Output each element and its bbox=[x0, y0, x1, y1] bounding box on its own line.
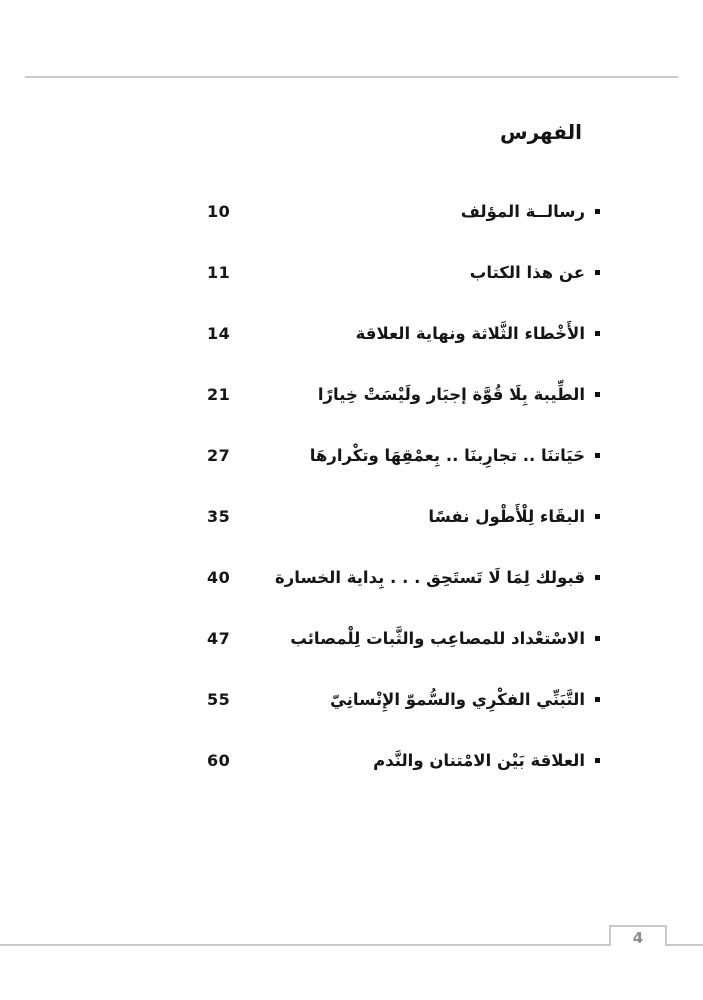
toc-page-number: 40 bbox=[207, 568, 231, 587]
toc-entry-label: الاسْتعْداد للمصاعِب والثَّبات لِلْمصائب bbox=[290, 629, 585, 648]
bullet-icon bbox=[595, 758, 600, 763]
bullet-icon bbox=[595, 331, 600, 336]
toc-row bbox=[207, 669, 600, 730]
toc-page-number: 10 bbox=[207, 202, 231, 221]
header-divider bbox=[25, 76, 678, 78]
table-of-contents bbox=[207, 181, 600, 791]
toc-row bbox=[207, 242, 600, 303]
toc-page-number: 11 bbox=[207, 263, 231, 282]
toc-page-number: 14 bbox=[207, 324, 231, 343]
toc-page-number: 47 bbox=[207, 629, 231, 648]
bullet-icon bbox=[595, 697, 600, 702]
toc-entry-label: التَّبَنِّي الفكْرِي والسُّموّ الإِنْسانِيّ bbox=[329, 690, 585, 709]
page-number-tab bbox=[609, 925, 667, 946]
footer-page-number: 4 bbox=[632, 929, 644, 947]
bullet-icon bbox=[595, 514, 600, 519]
toc-row bbox=[207, 730, 600, 791]
toc-entry-label: حَيَاتنَا .. تجارِبنَا .. بِعمْقِهَا وتكْرارهَا bbox=[309, 446, 585, 465]
toc-page-number: 21 bbox=[207, 385, 231, 404]
toc-entry-label: العلاقة بَيْن الامْتنان والنَّدم bbox=[373, 751, 585, 770]
toc-entry-label: الطِّيبة بِلَا قُوَّة إجبَار ولَيْسَتْ خِيارًا bbox=[317, 385, 585, 404]
bullet-icon bbox=[595, 392, 600, 397]
toc-row bbox=[207, 425, 600, 486]
toc-entry-label: عن هذا الكتاب bbox=[469, 263, 585, 282]
toc-row bbox=[207, 364, 600, 425]
toc-entry-label: البقَاء لِلْأَطْول نفسًا bbox=[428, 507, 585, 526]
bullet-icon bbox=[595, 453, 600, 458]
toc-entry-label: رسالــة المؤلف bbox=[460, 202, 585, 221]
toc-entry-label: الأَخْطاء الثَّلاثة ونهاية العلاقة bbox=[355, 324, 585, 343]
page-title: الفهرس bbox=[499, 120, 582, 144]
toc-row bbox=[207, 303, 600, 364]
bullet-icon bbox=[595, 575, 600, 580]
toc-page-number: 60 bbox=[207, 751, 231, 770]
toc-row bbox=[207, 181, 600, 242]
toc-entry-label: قبولك لِمَا لَا تَستَحِق . . . بِداية الخسارة bbox=[275, 568, 585, 587]
toc-row bbox=[207, 486, 600, 547]
toc-page-number: 55 bbox=[207, 690, 231, 709]
toc-page-number: 27 bbox=[207, 446, 231, 465]
bullet-icon bbox=[595, 636, 600, 641]
bullet-icon bbox=[595, 209, 600, 214]
footer-divider bbox=[0, 944, 703, 946]
bullet-icon bbox=[595, 270, 600, 275]
toc-row bbox=[207, 547, 600, 608]
toc-page-number: 35 bbox=[207, 507, 231, 526]
toc-row bbox=[207, 608, 600, 669]
